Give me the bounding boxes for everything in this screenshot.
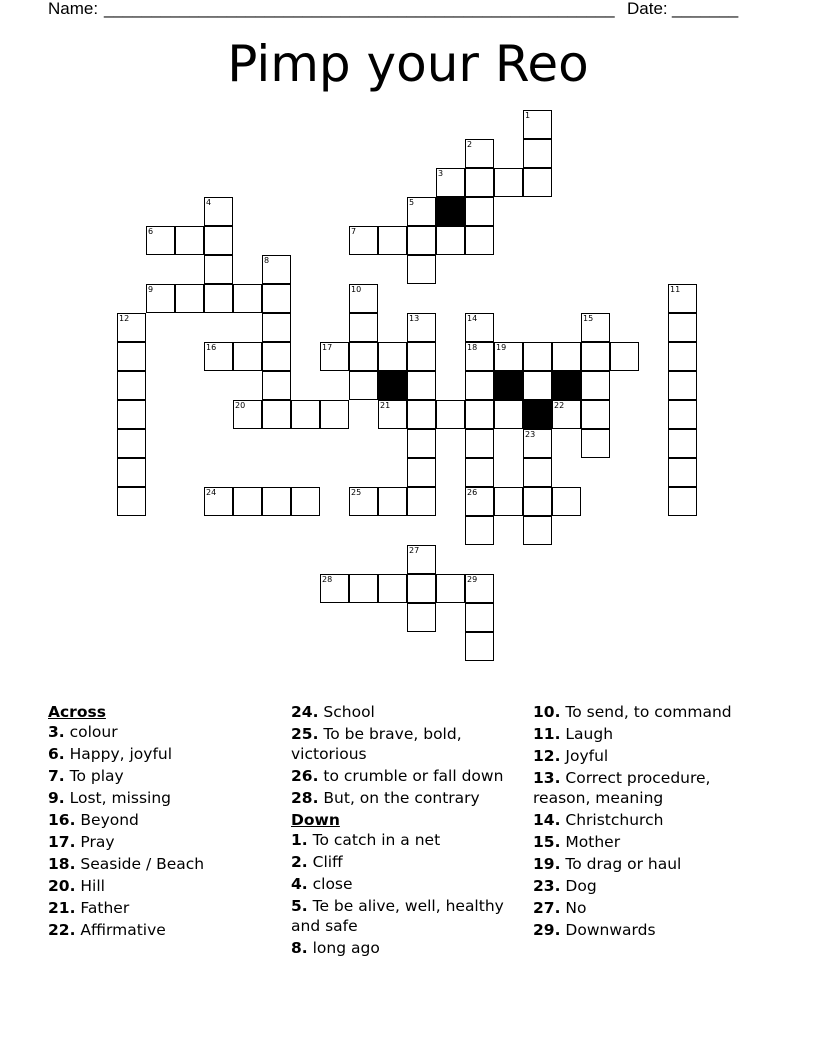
- clue-column-3: [533, 702, 768, 942]
- clue-text: Father: [80, 899, 130, 917]
- across-heading: Across: [48, 703, 106, 721]
- clue-item: [291, 896, 526, 936]
- clue-number: 24.: [291, 703, 319, 721]
- clue-item: [48, 788, 283, 808]
- cell-number: 16: [206, 343, 217, 352]
- crossword-cell[interactable]: [262, 342, 291, 371]
- clue-text: long ago: [312, 939, 380, 957]
- cell-number: 21: [380, 401, 391, 410]
- cell-number: 13: [409, 314, 420, 323]
- crossword-block: [494, 371, 523, 400]
- crossword-cell[interactable]: [465, 139, 494, 168]
- crossword-cell[interactable]: [465, 168, 494, 197]
- clue-item: [48, 920, 283, 940]
- crossword-cell[interactable]: [523, 342, 552, 371]
- crossword-cell[interactable]: [320, 342, 349, 371]
- crossword-block: [552, 371, 581, 400]
- crossword-cell[interactable]: [407, 313, 436, 342]
- crossword-cell[interactable]: [668, 371, 697, 400]
- crossword-cell[interactable]: [407, 603, 436, 632]
- crossword-cell[interactable]: [378, 574, 407, 603]
- crossword-cell[interactable]: [117, 371, 146, 400]
- clue-item: [291, 938, 526, 958]
- down-heading: Down: [291, 811, 340, 829]
- crossword-cell[interactable]: [523, 458, 552, 487]
- cell-number: 28: [322, 575, 333, 584]
- clue-text: Happy, joyful: [69, 745, 173, 763]
- clue-text: Beyond: [80, 811, 139, 829]
- cell-number: 18: [467, 343, 478, 352]
- clue-number: 22.: [48, 921, 76, 939]
- crossword-cell[interactable]: [117, 458, 146, 487]
- crossword-cell[interactable]: [668, 429, 697, 458]
- crossword-cell[interactable]: [523, 110, 552, 139]
- crossword-cell[interactable]: [262, 400, 291, 429]
- crossword-cell[interactable]: [204, 226, 233, 255]
- crossword-cell[interactable]: [494, 487, 523, 516]
- clue-number: 8.: [291, 939, 308, 957]
- cell-number: 27: [409, 546, 420, 555]
- crossword-cell[interactable]: [146, 226, 175, 255]
- crossword-cell[interactable]: [465, 516, 494, 545]
- clue-item: [291, 788, 526, 808]
- clue-number: 10.: [533, 703, 561, 721]
- clue-item: [291, 874, 526, 894]
- crossword-cell[interactable]: [552, 400, 581, 429]
- cell-number: 15: [583, 314, 594, 323]
- clue-item: [533, 898, 768, 918]
- clue-number: 25.: [291, 725, 319, 743]
- crossword-cell[interactable]: [436, 574, 465, 603]
- clue-column-2: [291, 702, 526, 960]
- crossword-cell[interactable]: [204, 255, 233, 284]
- crossword-cell[interactable]: [407, 226, 436, 255]
- cell-number: 3: [438, 169, 444, 178]
- clue-item: [533, 724, 768, 744]
- clue-number: 2.: [291, 853, 308, 871]
- cell-number: 17: [322, 343, 333, 352]
- cell-number: 12: [119, 314, 130, 323]
- crossword-cell[interactable]: [465, 603, 494, 632]
- cell-number: 2: [467, 140, 473, 149]
- crossword-cell[interactable]: [233, 284, 262, 313]
- crossword-cell[interactable]: [436, 226, 465, 255]
- clue-item: [533, 746, 768, 766]
- crossword-cell[interactable]: [552, 487, 581, 516]
- clue-text: Dog: [565, 877, 597, 895]
- cell-number: 11: [670, 285, 681, 294]
- crossword-cell[interactable]: [465, 371, 494, 400]
- crossword-cell[interactable]: [117, 429, 146, 458]
- clue-item: [48, 854, 283, 874]
- clue-text: colour: [69, 723, 118, 741]
- crossword-cell[interactable]: [117, 487, 146, 516]
- clue-item: [48, 766, 283, 786]
- crossword-cell[interactable]: [349, 313, 378, 342]
- crossword-cell[interactable]: [204, 197, 233, 226]
- cell-number: 1: [525, 111, 531, 120]
- clue-item: [533, 832, 768, 852]
- cell-number: 19: [496, 343, 507, 352]
- crossword-cell[interactable]: [233, 400, 262, 429]
- crossword-cell[interactable]: [175, 284, 204, 313]
- crossword-cell[interactable]: [407, 400, 436, 429]
- crossword-block: [523, 400, 552, 429]
- clue-number: 20.: [48, 877, 76, 895]
- clue-item: [533, 854, 768, 874]
- crossword-cell[interactable]: [407, 342, 436, 371]
- crossword-cell[interactable]: [465, 226, 494, 255]
- clue-item: [291, 766, 526, 786]
- clue-number: 3.: [48, 723, 65, 741]
- cell-number: 4: [206, 198, 212, 207]
- crossword-cell[interactable]: [610, 342, 639, 371]
- clue-text: Te be alive, well, healthy and safe: [291, 897, 504, 935]
- crossword-cell[interactable]: [349, 342, 378, 371]
- clue-text: to crumble or fall down: [323, 767, 504, 785]
- clue-number: 21.: [48, 899, 76, 917]
- crossword-cell[interactable]: [117, 313, 146, 342]
- clue-text: Laugh: [565, 725, 614, 743]
- clue-number: 28.: [291, 789, 319, 807]
- crossword-cell[interactable]: [523, 139, 552, 168]
- clue-text: Seaside / Beach: [80, 855, 205, 873]
- clue-item: [291, 852, 526, 872]
- crossword-cell[interactable]: [349, 226, 378, 255]
- crossword-cell[interactable]: [581, 429, 610, 458]
- crossword-cell[interactable]: [262, 255, 291, 284]
- cell-number: 29: [467, 575, 478, 584]
- clue-text: close: [312, 875, 353, 893]
- clue-number: 17.: [48, 833, 76, 851]
- crossword-cell[interactable]: [262, 284, 291, 313]
- crossword-cell[interactable]: [233, 487, 262, 516]
- clue-number: 26.: [291, 767, 319, 785]
- clue-number: 23.: [533, 877, 561, 895]
- crossword-cell[interactable]: [436, 168, 465, 197]
- cell-number: 20: [235, 401, 246, 410]
- crossword-cell[interactable]: [465, 429, 494, 458]
- crossword-cell[interactable]: [320, 400, 349, 429]
- clue-number: 7.: [48, 767, 65, 785]
- crossword-cell[interactable]: [465, 632, 494, 661]
- crossword-cell[interactable]: [581, 371, 610, 400]
- clue-text: Downwards: [565, 921, 656, 939]
- clue-item: [291, 724, 526, 764]
- clue-text: Hill: [80, 877, 105, 895]
- crossword-cell[interactable]: [465, 487, 494, 516]
- crossword-cell[interactable]: [494, 168, 523, 197]
- crossword-cell[interactable]: [378, 342, 407, 371]
- crossword-cell[interactable]: [407, 458, 436, 487]
- clue-text: Cliff: [312, 853, 343, 871]
- crossword-block: [378, 371, 407, 400]
- crossword-cell[interactable]: [204, 342, 233, 371]
- cell-number: 22: [554, 401, 565, 410]
- crossword-cell[interactable]: [407, 487, 436, 516]
- crossword-cell[interactable]: [523, 516, 552, 545]
- crossword-cell[interactable]: [117, 342, 146, 371]
- clue-number: 29.: [533, 921, 561, 939]
- crossword-cell[interactable]: [407, 371, 436, 400]
- crossword-cell[interactable]: [465, 197, 494, 226]
- clue-item: [48, 810, 283, 830]
- name-field[interactable]: ______________________________________________________: [104, 0, 615, 18]
- clue-number: 15.: [533, 833, 561, 851]
- clue-item: [533, 920, 768, 940]
- clue-number: 11.: [533, 725, 561, 743]
- clue-text: School: [323, 703, 375, 721]
- clue-number: 6.: [48, 745, 65, 763]
- crossword-cell[interactable]: [349, 284, 378, 313]
- crossword-cell[interactable]: [204, 487, 233, 516]
- crossword-cell[interactable]: [581, 313, 610, 342]
- cell-number: 10: [351, 285, 362, 294]
- crossword-cell[interactable]: [349, 487, 378, 516]
- crossword-cell[interactable]: [494, 342, 523, 371]
- clue-number: 12.: [533, 747, 561, 765]
- clue-item: [48, 898, 283, 918]
- clue-text: But, on the contrary: [323, 789, 480, 807]
- clue-item: [48, 722, 283, 742]
- cell-number: 26: [467, 488, 478, 497]
- clue-text: To be brave, bold, victorious: [291, 725, 462, 763]
- crossword-cell[interactable]: [465, 574, 494, 603]
- cell-number: 6: [148, 227, 154, 236]
- crossword-cell[interactable]: [523, 168, 552, 197]
- clue-item: [48, 876, 283, 896]
- clue-item: [48, 744, 283, 764]
- clue-item: [533, 810, 768, 830]
- clue-text: To play: [69, 767, 124, 785]
- cell-number: 7: [351, 227, 357, 236]
- name-label: Name:: [48, 0, 99, 18]
- crossword-cell[interactable]: [407, 545, 436, 574]
- crossword-cell[interactable]: [494, 400, 523, 429]
- clue-number: 27.: [533, 899, 561, 917]
- crossword-cell[interactable]: [407, 197, 436, 226]
- crossword-cell[interactable]: [523, 429, 552, 458]
- clue-number: 9.: [48, 789, 65, 807]
- clue-number: 5.: [291, 897, 308, 915]
- crossword-cell[interactable]: [204, 284, 233, 313]
- crossword-block: [436, 197, 465, 226]
- crossword-cell[interactable]: [668, 400, 697, 429]
- clue-text: Joyful: [565, 747, 609, 765]
- clue-text: Correct procedure, reason, meaning: [533, 769, 711, 807]
- crossword-cell[interactable]: [465, 458, 494, 487]
- crossword-cell[interactable]: [668, 487, 697, 516]
- cell-number: 5: [409, 198, 415, 207]
- crossword-cell[interactable]: [668, 342, 697, 371]
- cell-number: 8: [264, 256, 270, 265]
- clue-item: [533, 702, 768, 722]
- clue-item: [48, 832, 283, 852]
- crossword-cell[interactable]: [146, 284, 175, 313]
- crossword-cell[interactable]: [349, 574, 378, 603]
- clue-column-1: [48, 702, 283, 942]
- crossword-cell[interactable]: [407, 429, 436, 458]
- crossword-cell[interactable]: [378, 400, 407, 429]
- crossword-cell[interactable]: [291, 487, 320, 516]
- across-clues-part-1: [48, 722, 283, 940]
- cell-number: 14: [467, 314, 478, 323]
- crossword-cell[interactable]: [523, 371, 552, 400]
- crossword-cell[interactable]: [581, 342, 610, 371]
- clue-number: 18.: [48, 855, 76, 873]
- crossword-cell[interactable]: [262, 487, 291, 516]
- clue-item: [291, 830, 526, 850]
- cell-number: 23: [525, 430, 536, 439]
- page-title: Pimp your Reo: [227, 35, 589, 93]
- crossword-cell[interactable]: [668, 313, 697, 342]
- date-field[interactable]: _______: [672, 0, 739, 18]
- crossword-cell[interactable]: [465, 400, 494, 429]
- cell-number: 9: [148, 285, 154, 294]
- clue-number: 4.: [291, 875, 308, 893]
- crossword-cell[interactable]: [117, 400, 146, 429]
- clue-text: To catch in a net: [312, 831, 441, 849]
- cell-number: 24: [206, 488, 217, 497]
- cell-number: 25: [351, 488, 362, 497]
- clue-number: 14.: [533, 811, 561, 829]
- clue-number: 19.: [533, 855, 561, 873]
- clue-number: 1.: [291, 831, 308, 849]
- clue-text: Lost, missing: [69, 789, 172, 807]
- crossword-cell[interactable]: [407, 574, 436, 603]
- date-label: Date:: [627, 0, 668, 18]
- clue-text: Affirmative: [80, 921, 166, 939]
- clue-text: To drag or haul: [565, 855, 682, 873]
- crossword-cell[interactable]: [291, 400, 320, 429]
- clue-text: To send, to command: [565, 703, 732, 721]
- crossword-cell[interactable]: [552, 342, 581, 371]
- clue-item: [533, 768, 768, 808]
- clue-number: 16.: [48, 811, 76, 829]
- clue-item: [291, 702, 526, 722]
- crossword-cell[interactable]: [378, 487, 407, 516]
- clue-number: 13.: [533, 769, 561, 787]
- crossword-cell[interactable]: [465, 313, 494, 342]
- down-clues-part-1: [291, 830, 526, 958]
- crossword-cell[interactable]: [407, 255, 436, 284]
- crossword-cell[interactable]: [175, 226, 204, 255]
- crossword-cell[interactable]: [320, 574, 349, 603]
- clue-text: Christchurch: [565, 811, 664, 829]
- crossword-cell[interactable]: [349, 371, 378, 400]
- crossword-cell[interactable]: [436, 400, 465, 429]
- clue-text: Mother: [565, 833, 621, 851]
- down-clues-part-2: [533, 702, 768, 940]
- crossword-cell[interactable]: [581, 400, 610, 429]
- crossword-cell[interactable]: [233, 342, 262, 371]
- across-clues-part-2: [291, 702, 526, 808]
- clue-text: Pray: [80, 833, 115, 851]
- crossword-cell[interactable]: [262, 371, 291, 400]
- crossword-cell[interactable]: [668, 284, 697, 313]
- crossword-cell[interactable]: [523, 487, 552, 516]
- clue-item: [533, 876, 768, 896]
- crossword-cell[interactable]: [262, 313, 291, 342]
- crossword-cell[interactable]: [378, 226, 407, 255]
- clue-text: No: [565, 899, 587, 917]
- crossword-cell[interactable]: [465, 342, 494, 371]
- crossword-cell[interactable]: [668, 458, 697, 487]
